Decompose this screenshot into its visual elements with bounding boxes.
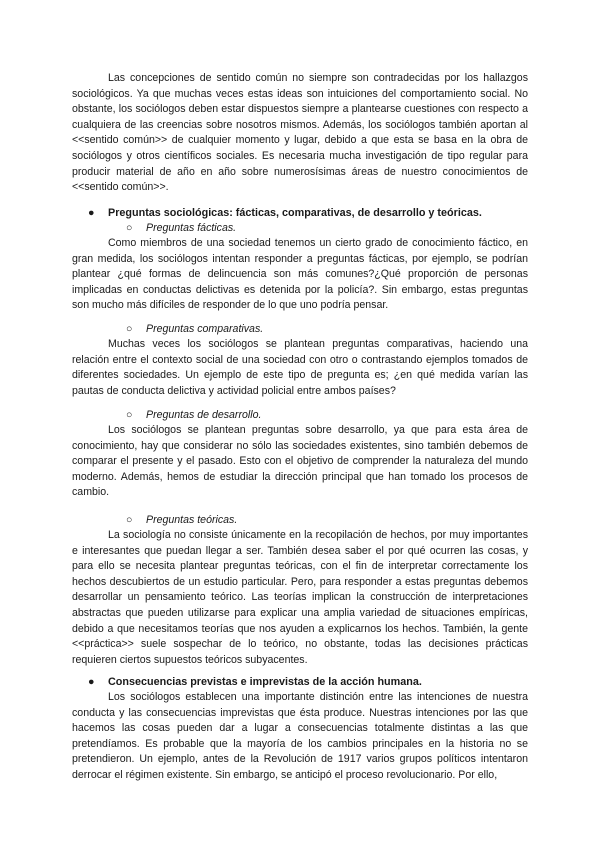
paragraph-consecuencias: Los sociólogos establecen una importante distinción entre las intenciones de nuestra conducta y las consecuencias imprevistas que ésta produce. Nuestras intenciones por las que hacemos las cosas pueden dar a lugar a consecuencias totalmente distintas a las que pretendíamos. Es probable que la mayoría de los cambios principales en la historia no se pretendieron. Un ejemplo, antes de la Revolución de 1917 varios grupos políticos intentaron derrocar el régimen existente. Sin embargo, se anticipó el proceso revolucionario. Por ello,	[72, 691, 528, 781]
circle-bullet-icon: ○	[126, 409, 133, 421]
section2-heading: Consecuencias previstas e imprevistas de la acción humana.	[108, 676, 422, 688]
bullet-icon: ●	[88, 676, 95, 688]
paragraph-teoricas: La sociología no consiste únicamente en la recopilación de hechos, por muy importantes e interesantes que puedan llegar a ser. También desea saber el por qué ocurren las cosas, y para ello se necesita plantear preguntas teóricas, con el fin de interpretar correctamente los hechos descubiertos de un estudio particular. Pero, para responder a estas preguntas debemos desarrollar un pensamiento teórico. Las teorías implican la construcción de interpretaciones abstractas que pueden utilizarse para explicar una amplia variedad de situaciones empíricas, debido a que necesitamos teorías que nos ayuden a explicarnos los hechos. También, la gente <<práctica>> suele sospechar de lo teórico, no obstante, todas las decisiones prácticas requieren ciertos supuestos teóricos subyacentes.	[72, 529, 528, 666]
bullet-icon: ●	[88, 207, 95, 219]
document-page: Las concepciones de sentido común no siempre son contradecidas por los hallazgos sociológicos. Ya que muchas veces estas ideas son intuiciones del comportamiento social. No obstante, los sociólogos deben estar dispuestos siempre a plantearse cuestiones con respecto a cualquiera de las creencias sobre nosotros mismos. Además, los sociólogos también aportan al <<sentido común>> de cualquier momento y lugar, debido a que esta se basa en la obra de sociólogos y otros científicos sociales. Es necesaria mucha investigación de tipo regular para producir material de año en año sobre numerosísimas áreas de nuestro conocimientos de <<sentido común>>. ● Preguntas sociológicas: fácticas, comparativas, de desarrollo y teóricas. ○ Preguntas fácticas. Como miembros de una sociedad tenemos un cierto grado de conocimiento fáctico, en gran medida, los sociólogos intentan responder a preguntas fácticas, por ejemplo, se podrían plantear ¿qué formas de delincuencia son más comunes?¿Qué proporción de personas implicadas en conductas delictivas es detenida por la policía?. Sin embargo, estas preguntas son mucho más difíciles de responder de lo que uno podría pensar. ○ Preguntas comparativas. Muchas veces los sociólogos se plantean preguntas comparativas, haciendo una relación entre el contexto social de una sociedad con otro o contrastando ejemplos tomados de diferentes sociedades. Un ejemplo de este tipo de pregunta es; ¿en qué medida varían las pautas de conducta delictiva y actividad policial entre ambos países? ○ Preguntas de desarrollo. Los sociólogos se plantean preguntas sobre desarrollo, ya que para esta área de conocimiento, hay que considerar no sólo las sociedades existentes, sino también debemos de comparar el presente y el pasado. Esto con el objetivo de comprender la naturaleza del mundo moderno. Además, hemos de estudiar la dirección principal que han tomado los procesos de cambio. ○ Preguntas teóricas. La sociología no consiste únicamente en la recopilación de hechos, por muy importantes e interesantes que puedan llegar a ser. También desea saber el por qué ocurren las cosas, y para ello se necesita plantear preguntas teóricas, con el fin de interpretar correctamente los hechos descubiertos de un estudio particular. Pero, para responder a estas preguntas debemos desarrollar un pensamiento teórico. Las teorías implican la construcción de interpretaciones abstractas que pueden utilizarse para explicar una amplia variedad de situaciones empíricas, debido a que necesitamos teorías que nos ayuden a explicarnos los hechos. También, la gente <<práctica>> suele sospechar de lo teórico, no obstante, todas las decisiones prácticas requieren ciertos supuestos teóricos subyacentes. ● Consecuencias previstas e imprevistas de la acción humana. Los sociólogos establecen una importante distinción entre las intenciones de nuestra conducta y las consecuencias imprevistas que ésta produce. Nuestras intenciones por las que hacemos las cosas pueden dar a lugar a consecuencias totalmente distintas a las que pretendíamos. Es probable que la mayoría de los cambios principales en la historia no se pretendieron. Un ejemplo, antes de la Revolución de 1917 varios grupos políticos intentaron derrocar el régimen existente. Sin embargo, se anticipó el proceso revolucionario. Por ello,	[0, 0, 600, 848]
circle-bullet-icon: ○	[126, 514, 133, 526]
paragraph-desarrollo: Los sociólogos se plantean preguntas sobre desarrollo, ya que para esta área de conocimiento, hay que considerar no sólo las sociedades existentes, sino también debemos de comparar el presente y el pasado. Esto con el objetivo de comprender la naturaleza del mundo moderno. Además, hemos de estudiar la dirección principal que han tomado los procesos de cambio.	[72, 424, 528, 499]
intro-paragraph: Las concepciones de sentido común no siempre son contradecidas por los hallazgos sociológicos. Ya que muchas veces estas ideas son intuiciones del comportamiento social. No obstante, los sociólogos deben estar dispuestos siempre a plantearse cuestiones con respecto a cualquiera de las creencias sobre nosotros mismos. Además, los sociólogos también aportan al <<sentido común>> de cualquier momento y lugar, debido a que esta se basa en la obra de sociólogos y otros científicos sociales. Es necesaria mucha investigación de tipo regular para producir material de año en año sobre numerosísimas áreas de nuestro conocimientos de <<sentido común>>.	[72, 72, 528, 194]
circle-bullet-icon: ○	[126, 323, 133, 335]
circle-bullet-icon: ○	[126, 222, 133, 234]
paragraph-comparativas: Muchas veces los sociólogos se plantean preguntas comparativas, haciendo una relación entre el contexto social de una sociedad con otro o contrastando ejemplos tomados de diferentes sociedades. Un ejemplo de este tipo de pregunta es; ¿en qué medida varían las pautas de conducta delictiva y actividad policial entre ambos países?	[72, 338, 528, 397]
section1-heading: Preguntas sociológicas: fácticas, comparativas, de desarrollo y teóricas.	[108, 207, 482, 219]
paragraph-facticas: Como miembros de una sociedad tenemos un cierto grado de conocimiento fáctico, en gran medida, los sociólogos intentan responder a preguntas fácticas, por ejemplo, se podrían plantear ¿qué formas de delincuencia son más comunes?¿Qué proporción de personas implicadas en conductas delictivas es detenida por la policía?. Sin embargo, estas preguntas son mucho más difíciles de responder de lo que uno podría pensar.	[72, 237, 528, 312]
